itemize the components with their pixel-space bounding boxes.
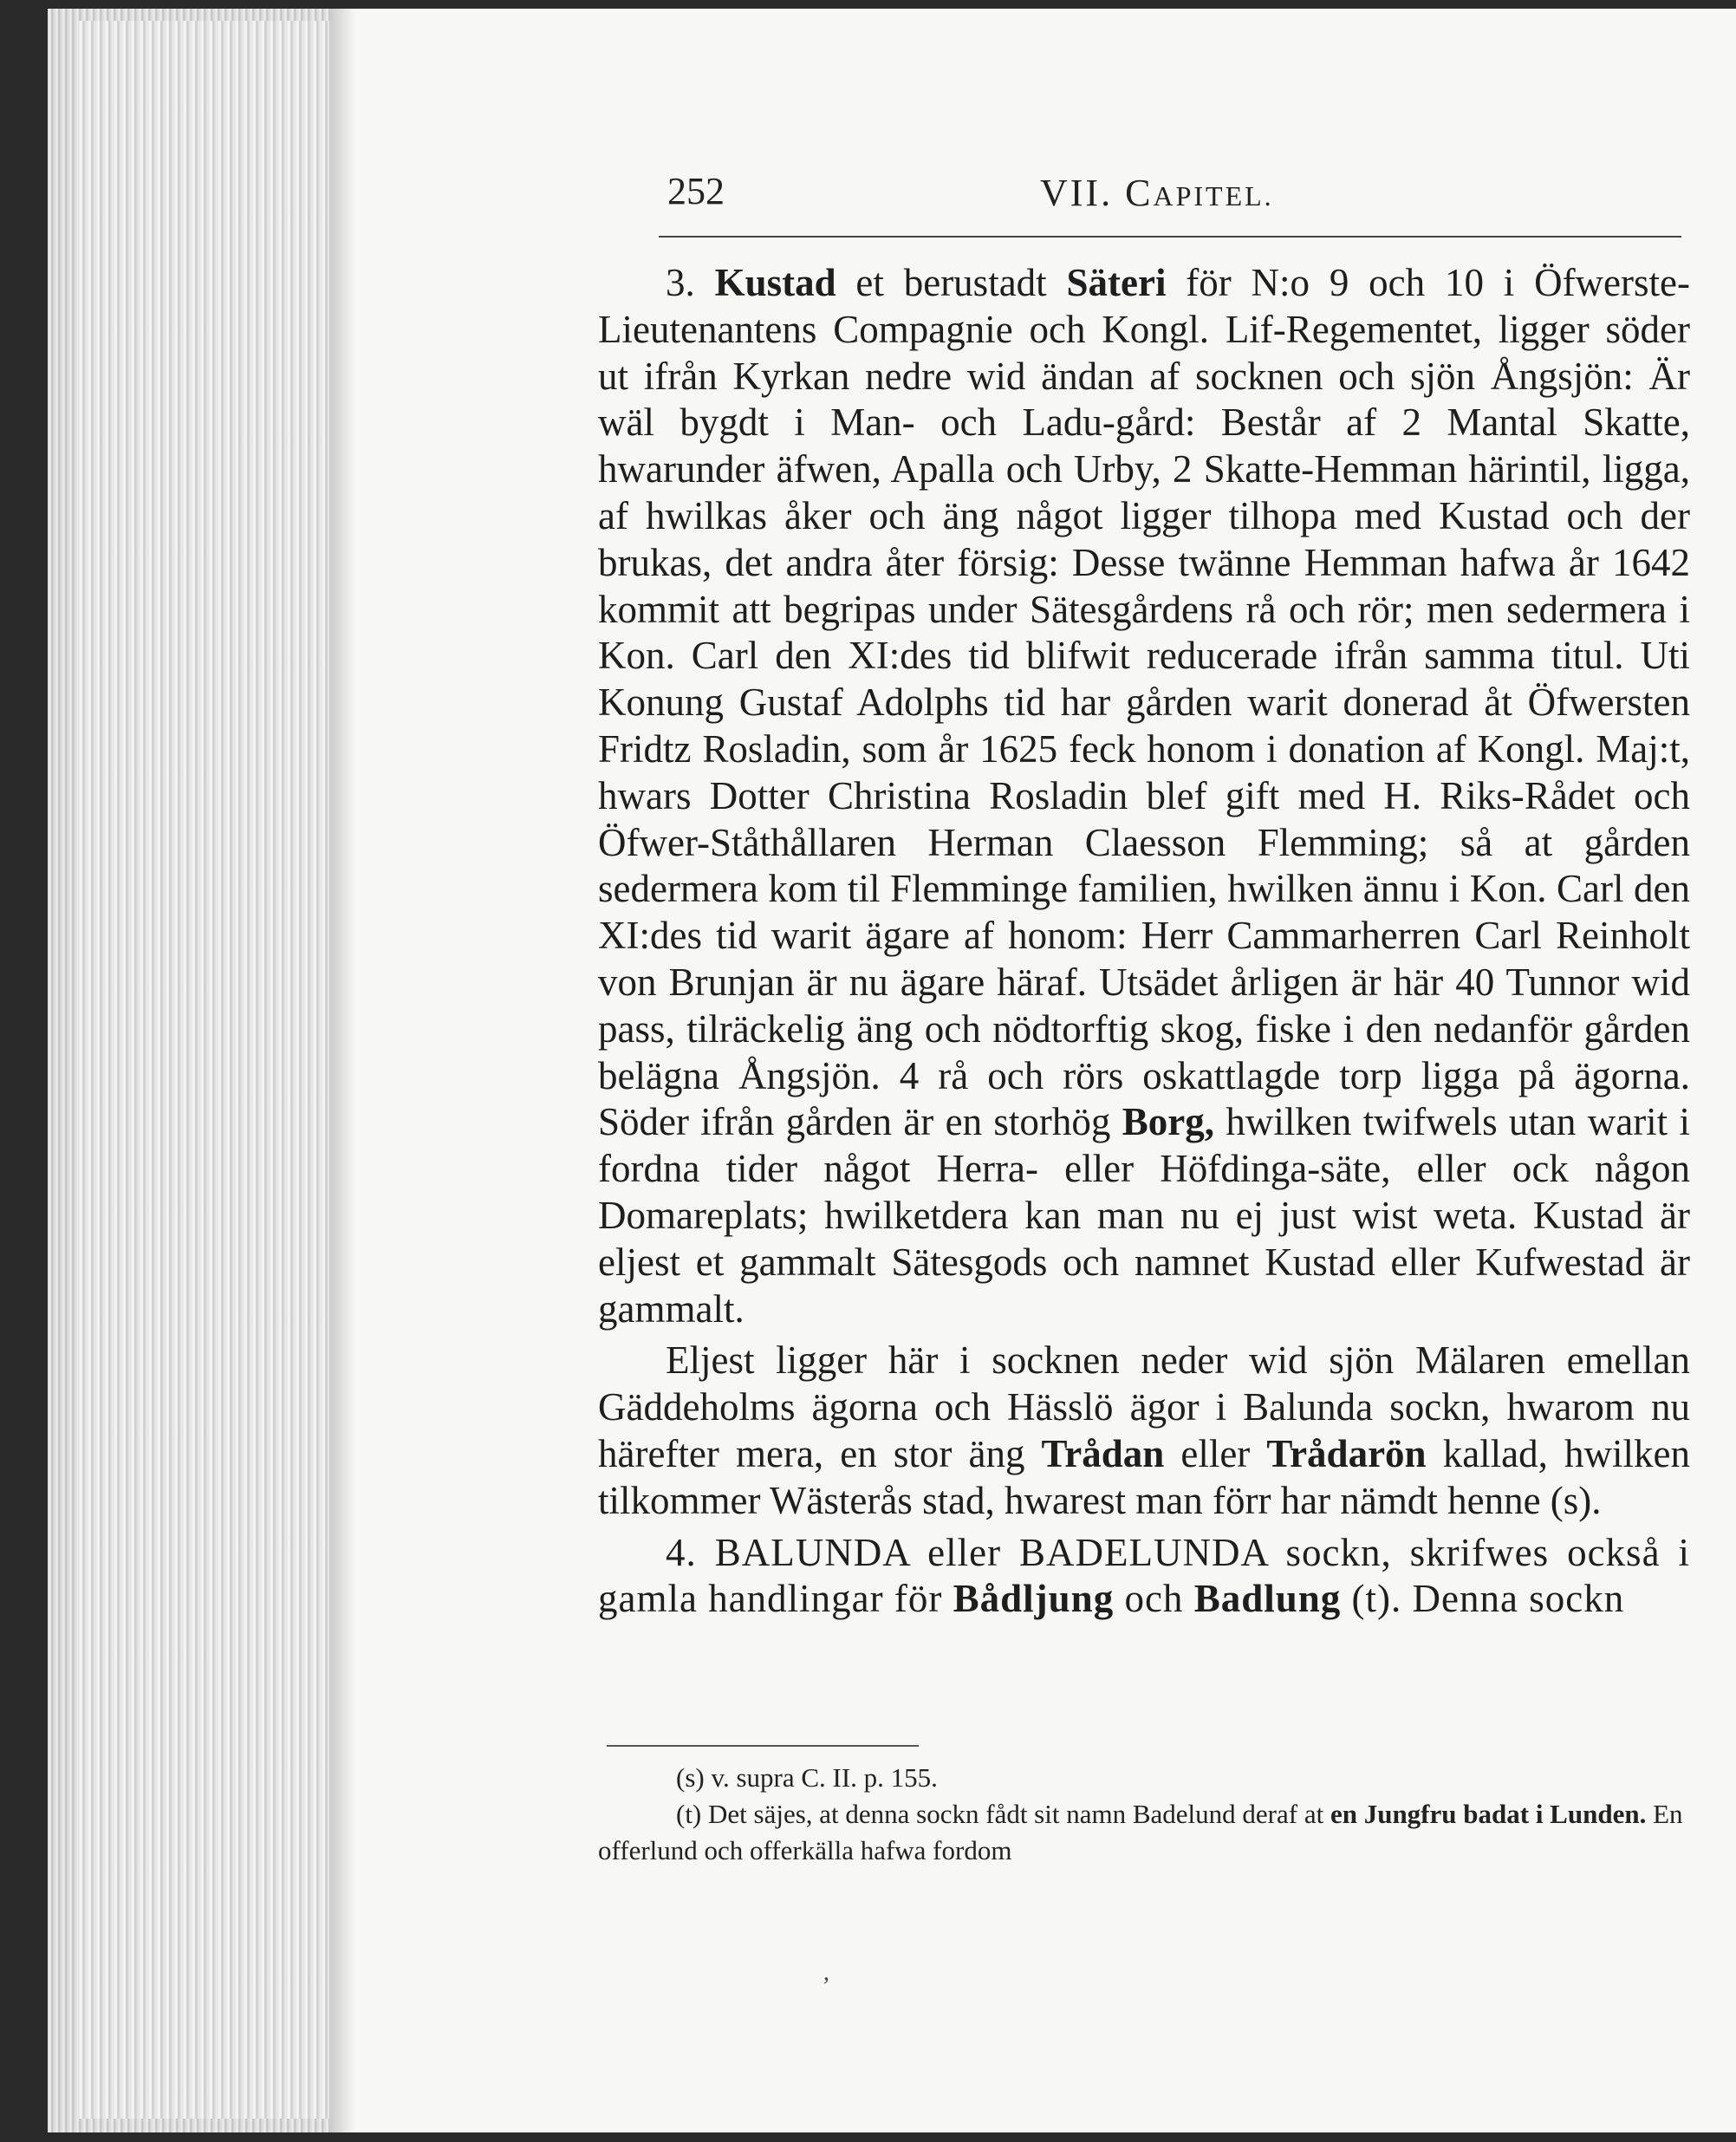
chapter-numeral: VII. [1040,172,1114,214]
text-run: (t) Det säjes, at denna sockn fådt sit namn Badelund deraf at [676,1799,1330,1829]
footnote-rule [607,1745,919,1747]
bold-term: Borg, [1122,1100,1214,1144]
text-run: Eljest ligger här i socknen neder wid sjön Mälaren emellan Gäddeholms ägorna och Hässlö ägor i Balunda sockn, hwarom nu härefter mera, en stor äng [598,1338,1690,1475]
text-run: och [1114,1577,1194,1621]
footnote-s [598,1760,1690,1796]
paragraph-balunda [598,1530,1690,1624]
stray-mark: , [823,1959,829,1986]
bold-term: Kustad [714,261,836,304]
bold-term: Trådan [1041,1431,1165,1475]
footnotes [598,1760,1690,1869]
text-run: 4. BALUNDA eller BADELUNDA sockn, skrifwes också i gamla handlingar för [598,1530,1690,1621]
running-head [1040,171,1274,215]
page-header [667,169,1681,221]
bold-term: Trådarön [1266,1431,1427,1475]
bold-term: Säteri [1066,261,1167,304]
chapter-word-rest: APITEL. [1153,180,1274,212]
text-run: för N:o 9 och 10 i Öfwerste-Lieutenantens Compagnie och Kongl. Lif-Regementet, ligger söder ut ifrån Kyrkan nedre wid ändan af socknen och sjön Ångsjön: Är wäl bygdt i Man- och Ladu-gård: Består af 2 Mantal Skatte, hwarunder äfwen, Apalla och Urby, 2 Skatte-Hemman härintil, ligga, af hwilkas åker och äng något ligger tilhopa med Kustad och der brukas, det andra åter försig: Desse twänne Hemman hafwa år 1642 kommit att begripas under Sätesgårdens rå och rör; men sedermera i Kon. Carl den XI:des tid blifwit reducerade ifrån samma titul. Uti Konung Gustaf Adolphs tid har gården warit donerad åt Öfwersten Fridtz Rosladin, som år 1625 feck honom i donation af Kongl. Maj:t, hwars Dotter Christina Rosladin blef gift med H. Riks-Rådet och Öfwer-Ståthållaren Herman Claesson Flemming; så at gården sedermera kom til Flemminge familien, hwilken ännu i Kon. Carl den XI:des tid warit ägare af honom: Herr Cammarherren Carl Reinholt von Brunjan är nu ägare häraf. Utsädet årligen är här 40 Tunnor wid pass, tilräckelig äng och nödtorftig skog, fiske i den nedanför gården belägna Ångsjön. 4 rå och rörs oskattlagde torp ligga på ägorna. Söder ifrån gården är en storhög [598,261,1690,1144]
text-run: hwilken twifwels utan warit i fordna tider något Herra- eller Höfdinga-säte, eller ock någon Domareplats; hwilketdera kan man nu ej just wist weta. Kustad är eljest et gammalt Sätesgods och namnet Kustad eller Kufwestad är gammalt. [598,1100,1691,1331]
chapter-word-initial: C [1125,172,1154,214]
page-number: 252 [667,170,725,212]
paragraph-tradan [598,1338,1690,1524]
text-run: eller [1164,1431,1267,1475]
text-run: 3. [666,261,715,304]
text-run: (s) v. supra C. II. p. 155. [676,1762,938,1793]
bold-term: en Jungfru badat i Lunden. [1330,1799,1647,1829]
header-rule [659,236,1681,238]
main-text [598,260,1690,1623]
bold-term: Badlung [1193,1577,1342,1621]
footnote-t [598,1796,1690,1869]
text-run: (t). Denna sockn [1341,1577,1625,1621]
text-run: En offerlund och offerkälla hafwa fordom [598,1799,1683,1865]
bold-term: Bådljung [953,1577,1115,1621]
text-run: kallad, hwilken tilkommer Wästerås stad, hwarest man förr har nämdt henne (s). [598,1431,1690,1522]
book-page-edges-inner [78,21,338,2119]
gutter-shadow [329,9,355,2132]
paragraph-kustad [598,260,1690,1332]
text-run: et berustadt [835,261,1067,304]
